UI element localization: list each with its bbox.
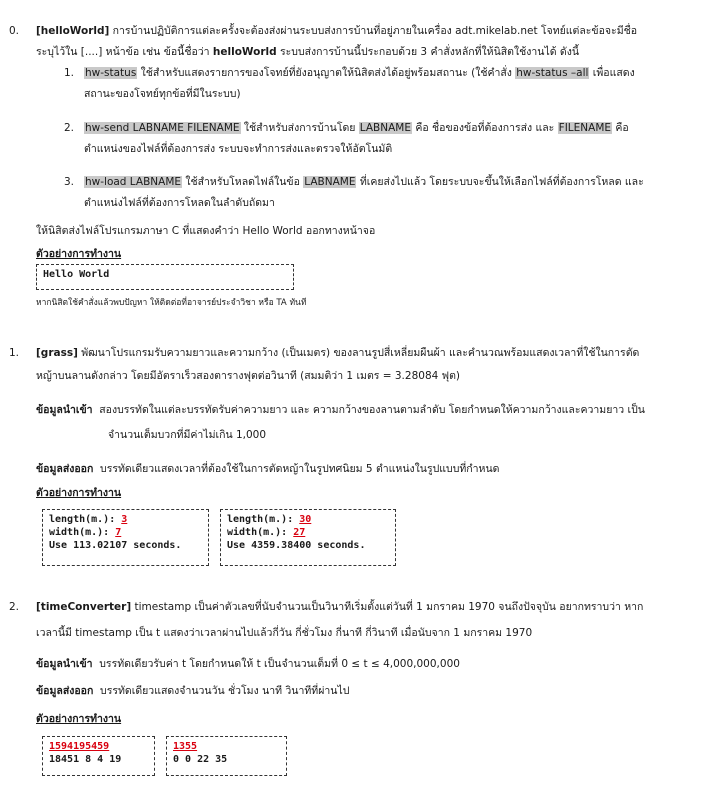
s0-item2-number: 2. xyxy=(64,122,75,134)
s0-example-box xyxy=(36,264,294,290)
s1-output-text: บรรทัดเดียวแสดงเวลาที่ต้องใช้ในการตัดหญ้าในรูปทศนิยม 5 ตำแหน่งในรูปแบบที่กำหนด xyxy=(100,463,500,475)
s0-example-heading: ตัวอย่างการทำงาน xyxy=(36,248,122,260)
cmd-hw-status: hw-status xyxy=(85,67,137,79)
s2-output-text: บรรทัดเดียวแสดงจำนวนวัน ชั่วโมง นาที วินาทีที่ผ่านไป xyxy=(100,685,350,697)
s2-output-label: ข้อมูลส่งออก xyxy=(36,685,94,697)
s0-item2-line2: ตำแหน่งของไฟล์ที่ต้องการส่ง ระบบจะทำการส่งและตรวจให้อัตโนมัติ xyxy=(84,143,393,155)
s1-ex2-result: Use 4359.38400 seconds. xyxy=(227,540,366,551)
width-label: width(m.): xyxy=(49,527,116,538)
s2-input-text: บรรทัดเดียวรับค่า t โดยกำหนดให้ t เป็นจำนวนเต็มที่ 0 ≤ t ≤ 4,000,000,000 xyxy=(99,658,460,670)
s1-number: 1. xyxy=(9,347,20,359)
s0-line1 xyxy=(36,24,637,38)
cmd-labname-2: LABNAME xyxy=(304,176,356,188)
s2-line2: เวลานี้มี timestamp เป็น t แสดงว่าเวลาผ่านไปแล้วกี่วัน กี่ชั่วโมง กี่นาที กี่วินาที เมื่อนับจาก 1 มกราคม 1970 xyxy=(36,627,533,639)
s2-tag: [timeConverter] xyxy=(36,601,132,613)
s1-line1 xyxy=(36,346,639,360)
s0-item3-line2: ตำแหน่งไฟล์ที่ต้องการโหลดในลำดับถัดมา xyxy=(84,197,275,209)
s1-line2: หญ้าบนลานดังกล่าว โดยมีอัตราเร็วสองตารางฟุตต่อวินาที (สมมติว่า 1 เมตร = 3.28084 ฟุต) xyxy=(36,370,460,382)
length-label: length(m.): xyxy=(227,514,300,525)
s2-input xyxy=(36,657,460,671)
s0-line2-c: ระบบส่งการบ้านนี้ประกอบด้วย 3 คำสั่งหลักที่ให้นิสิตใช้งานได้ ดังนี้ xyxy=(280,46,580,58)
s2-ex1-input: 1594195459 xyxy=(49,741,110,752)
s0-tag: [helloWorld] xyxy=(36,25,110,37)
s2-number: 2. xyxy=(9,601,20,613)
s1-output-label: ข้อมูลส่งออก xyxy=(36,463,94,475)
s2-ex1-output: 18451 8 4 19 xyxy=(49,754,122,765)
s0-item2-text2: คือ ชื่อของข้อที่ต้องการส่ง และ xyxy=(415,122,555,134)
s1-ex2-width-line xyxy=(227,526,389,539)
length-label: length(m.): xyxy=(49,514,122,525)
length-input: 3 xyxy=(121,514,128,525)
s0-note: หากนิสิตใช้คำสั่งแล้วพบปัญหา ให้ติดต่อที่อาจารย์ประจำวิชา หรือ TA ทันที xyxy=(36,298,307,308)
s2-example-box-1 xyxy=(42,736,155,776)
s1-tag: [grass] xyxy=(36,347,78,359)
width-input: 7 xyxy=(115,527,122,538)
s0-number: 0. xyxy=(9,25,20,37)
s1-line1-text: พัฒนาโปรแกรมรับความยาวและความกว้าง (เป็นเมตร) ของลานรูปสี่เหลี่ยมผืนผ้า และคำนวณพร้อมแสดงเวลาที่ใช้ในการตัด xyxy=(81,347,640,359)
s0-item2-line1 xyxy=(84,121,629,135)
s0-item1-number: 1. xyxy=(64,67,75,79)
s0-item1-text1: ใช้สำหรับแสดงรายการของโจทย์ที่ยังอนุญาตให้นิสิตส่งได้อยู่พร้อมสถานะ (ใช้คำสั่ง xyxy=(140,67,512,79)
s1-output xyxy=(36,462,499,476)
s2-ex2-input: 1355 xyxy=(173,741,198,752)
cmd-filename: FILENAME xyxy=(558,122,612,134)
s1-example-heading: ตัวอย่างการทำงาน xyxy=(36,487,122,499)
s2-line1 xyxy=(36,600,643,614)
s1-ex2-length-line xyxy=(227,513,389,526)
s0-line1-text: การบ้านปฏิบัติการแต่ละครั้งจะต้องส่งผ่านระบบส่งการบ้านที่อยู่ภายในเครื่อง adt.mikelab.net โจทย์แต่ละข้อจะมีชื่อ xyxy=(112,25,638,37)
s1-input-line1: สองบรรทัดในแต่ละบรรทัดรับค่าความยาว และ ความกว้างของลานตามลำดับ โดยกำหนดให้ความกว้างและความยาว เป็น xyxy=(99,404,645,416)
length-input: 30 xyxy=(299,514,312,525)
s1-input-line2: จำนวนเต็มบวกที่มีค่าไม่เกิน 1,000 xyxy=(108,429,267,441)
s0-item1-line2: สถานะของโจทย์ทุกข้อที่มีในระบบ) xyxy=(84,88,241,100)
cmd-labname: LABNAME xyxy=(359,122,411,134)
s2-output xyxy=(36,684,349,698)
s2-example-heading: ตัวอย่างการทำงาน xyxy=(36,713,122,725)
cmd-hw-status-all: hw-status –all xyxy=(516,67,589,79)
cmd-hw-load: hw-load LABNAME xyxy=(85,176,182,188)
cmd-hw-send: hw-send LABNAME FILENAME xyxy=(85,122,240,134)
s2-line1-text: timestamp เป็นค่าตัวเลขที่นับจำนวนเป็นวินาทีเริ่มตั้งแต่วันที่ 1 มกราคม 1970 จนถึงปัจจุบัน อยากทราบว่า หาก xyxy=(134,601,644,613)
width-input: 27 xyxy=(293,527,306,538)
s1-ex1-width-line xyxy=(49,526,202,539)
s0-line2-a: ระบุไว้ใน [....] หน้าข้อ เช่น ข้อนี้ชื่อว่า xyxy=(36,46,210,58)
s1-ex1-length-line xyxy=(49,513,202,526)
s0-lab-name: helloWorld xyxy=(212,46,277,58)
s0-task: ให้นิสิตส่งไฟล์โปรแกรมภาษา C ที่แสดงคำว่า Hello World ออกทางหน้าจอ xyxy=(36,225,376,237)
s0-item1-line1 xyxy=(84,66,635,80)
s0-item3-number: 3. xyxy=(64,176,75,188)
s0-item2-text3: คือ xyxy=(615,122,629,134)
s2-input-label: ข้อมูลนำเข้า xyxy=(36,658,93,670)
width-label: width(m.): xyxy=(227,527,294,538)
s1-input-label: ข้อมูลนำเข้า xyxy=(36,404,93,416)
s0-item1-text2: เพื่อแสดง xyxy=(592,67,635,79)
s1-input xyxy=(36,403,645,417)
s2-example-box-2 xyxy=(166,736,287,776)
s1-ex1-result: Use 113.02107 seconds. xyxy=(49,540,182,551)
s0-example-output: Hello World xyxy=(43,269,110,280)
s1-example-box-1 xyxy=(42,509,209,566)
s0-line2 xyxy=(36,45,579,59)
s0-item3-text1: ใช้สำหรับโหลดไฟล์ในข้อ xyxy=(185,176,300,188)
s2-ex2-output: 0 0 22 35 xyxy=(173,754,228,765)
s1-example-box-2 xyxy=(220,509,396,566)
s0-item3-line1 xyxy=(84,175,644,189)
s0-item3-text2: ที่เคยส่งไปแล้ว โดยระบบจะขึ้นให้เลือกไฟล์ที่ต้องการโหลด และ xyxy=(359,176,644,188)
s0-item2-text1: ใช้สำหรับส่งการบ้านโดย xyxy=(243,122,356,134)
